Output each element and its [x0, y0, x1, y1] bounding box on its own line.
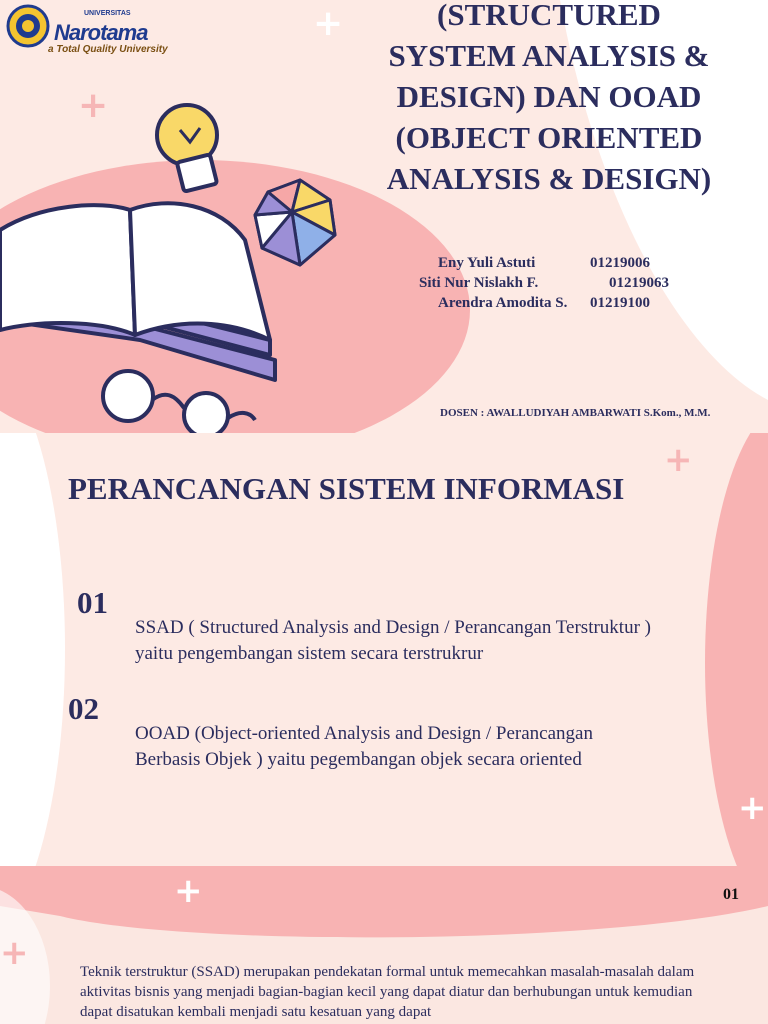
logo-top-text: UNIVERSITAS	[84, 10, 131, 17]
author-id: 01219006	[590, 255, 650, 271]
logo-tagline: a Total Quality University	[48, 44, 168, 55]
title-slide	[0, 0, 768, 433]
open-book-icon	[0, 203, 275, 380]
glasses-icon	[103, 371, 255, 433]
item-line: OOAD (Object-oriented Analysis and Design / Perancangan	[135, 723, 593, 744]
page-number: 01	[723, 886, 739, 903]
author-row	[410, 253, 710, 273]
author-row	[410, 293, 710, 313]
plus-decoration: +	[664, 440, 693, 480]
logo-name: Narotama	[54, 20, 148, 45]
plus-decoration: +	[740, 17, 764, 50]
plus-decoration: +	[78, 85, 109, 126]
lecturer-label: DOSEN : AWALLUDIYAH AMBARWATI S.Kom., M.M.	[440, 407, 711, 419]
author-name: Arendra Amodita S.	[438, 295, 568, 311]
slide-title: PERANCANGAN SISTEM INFORMASI	[68, 471, 625, 506]
item-line: Berbasis Objek ) yaitu pegembangan objek secara oriented	[135, 749, 582, 770]
item-line: SSAD ( Structured Analysis and Design / Perancangan Terstruktur )	[135, 617, 651, 638]
body-paragraph: Teknik terstruktur (SSAD) merupakan pendekatan formal untuk memecahkan masalah-masalah dalam aktivitas bisnis yang menjadi bagian-bagian kecil yang dapat diatur dan berhubungan untuk kemudian dapat disatukan kembali menjadi satu kesatuan yang dapat	[80, 964, 695, 1020]
author-id: 01219100	[590, 295, 650, 311]
plus-decoration: +	[738, 788, 767, 828]
lightbulb-icon	[157, 105, 217, 192]
list-item	[135, 721, 735, 773]
plus-decoration: +	[313, 3, 344, 44]
plus-decoration: +	[0, 735, 29, 775]
author-row	[410, 273, 710, 293]
item-number: 01	[77, 585, 108, 620]
plus-decoration: +	[0, 933, 29, 973]
author-name: Siti Nur Nislakh F.	[419, 275, 539, 291]
author-id: 01219063	[609, 275, 669, 291]
content-slide	[0, 433, 768, 866]
presentation-title: (STRUCTURED SYSTEM ANALYSIS & DESIGN) DAN OOAD (OBJECT ORIENTED ANALYSIS & DESIGN)	[386, 0, 712, 196]
polyhedron-icon	[255, 180, 335, 265]
item-line: yaitu pengembangan sistem secara terstrukrur	[135, 643, 484, 664]
list-item	[135, 615, 735, 667]
item-number: 02	[68, 691, 99, 726]
plus-decoration: +	[174, 871, 203, 911]
detail-slide	[0, 866, 768, 1024]
author-name: Eny Yuli Astuti	[438, 255, 536, 271]
author-list	[410, 253, 710, 313]
